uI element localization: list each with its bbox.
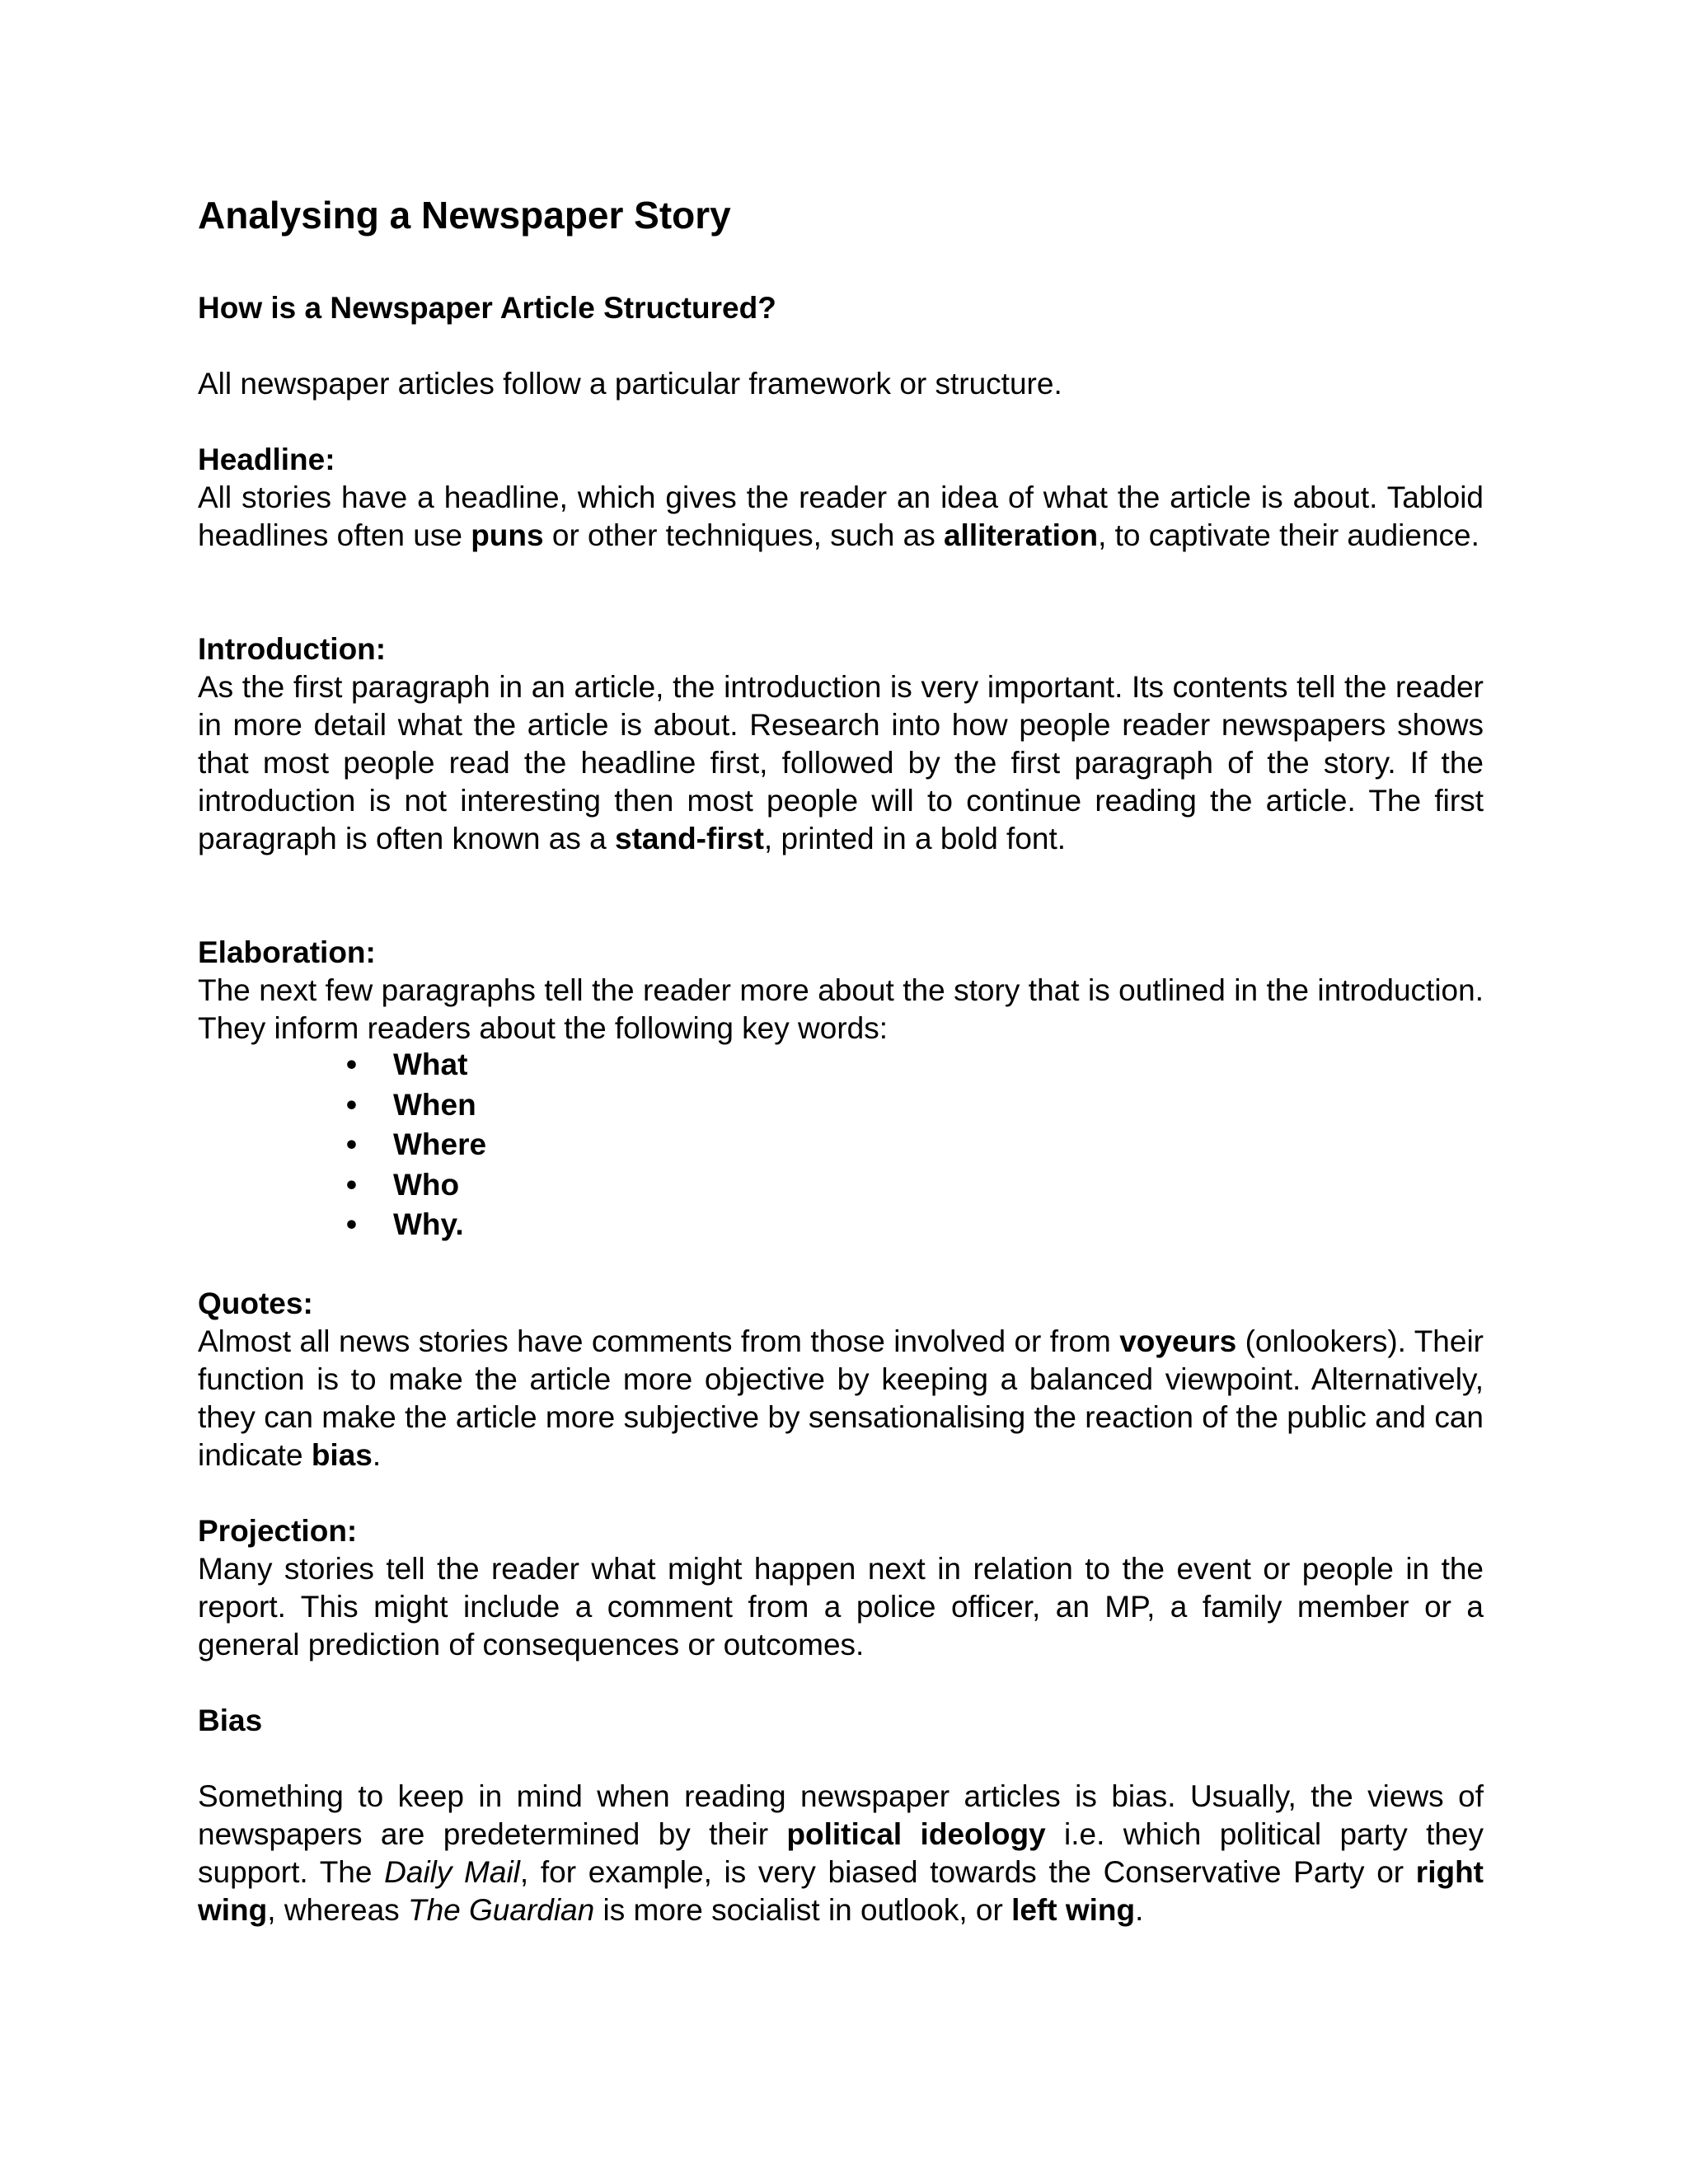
bias-text-6: . xyxy=(1135,1893,1144,1927)
key-words-list xyxy=(346,1045,486,1245)
bias-text-2: i.e. which political party they support. The xyxy=(198,1817,1484,1889)
list-item: • Who xyxy=(346,1165,486,1206)
quotes-text-2: (onlookers). Their function is to make the article more objective by keeping a balanced viewpoint. Alternatively, they can make the article more subjective by sensationalising the reaction of the public and can indicate xyxy=(198,1324,1484,1472)
quotes-term-bias: bias xyxy=(311,1438,373,1472)
headline-term-alliteration: alliteration xyxy=(943,518,1099,552)
quotes-heading: Quotes: xyxy=(198,1286,313,1320)
list-item: • What xyxy=(346,1045,486,1085)
list-item: • When xyxy=(346,1085,486,1126)
bias-term-left-wing: left wing xyxy=(1011,1893,1136,1927)
quotes-term-voyeurs: voyeurs xyxy=(1119,1324,1237,1358)
headline-heading: Headline: xyxy=(198,443,335,476)
introduction-text-2: , printed in a bold font. xyxy=(763,822,1067,855)
bias-term-right-wing: right wing xyxy=(198,1855,1484,1927)
bias-text-1: Something to keep in mind when reading newspaper articles is bias. Usually, the views of newspapers are predetermined by their xyxy=(198,1779,1484,1851)
elaboration-text: The next few paragraphs tell the reader more about the story that is outlined in the introduction. They inform readers about the following key words: xyxy=(198,973,1484,1045)
bias-text-3: , for example, is very biased towards the Conservative Party or xyxy=(519,1855,1416,1889)
list-item: • Why. xyxy=(346,1205,486,1245)
elaboration-section xyxy=(198,934,1484,1047)
quotes-section xyxy=(198,1285,1484,1474)
bias-text-4: , whereas xyxy=(267,1893,408,1927)
introduction-section xyxy=(198,630,1484,858)
list-item: • Where xyxy=(346,1125,486,1165)
bullet-icon: • xyxy=(346,1127,357,1161)
headline-text-1: All stories have a headline, which gives the reader an idea of what the article is about. Tabloid headlines often use xyxy=(198,480,1484,552)
section-subtitle: How is a Newspaper Article Structured? xyxy=(198,291,776,325)
headline-text-3: , to captivate their audience. xyxy=(1098,518,1479,552)
bias-section xyxy=(198,1778,1484,1929)
headline-text-2: or other techniques, such as xyxy=(543,518,944,552)
introduction-text-1: As the first paragraph in an article, the introduction is very important. Its contents tell the reader in more detail what the article is about. Research into how people reader newspapers shows that most people read the headline first, followed by the first paragraph of the story. If the introduction is not interesting then most people will to continue reading the article. The first paragraph is often known as a xyxy=(198,670,1484,855)
bias-term-political-ideology: political ideology xyxy=(786,1817,1046,1851)
bias-heading-block xyxy=(198,1702,1484,1740)
bias-text-5: is more socialist in outlook, or xyxy=(594,1893,1012,1927)
introduction-heading: Introduction: xyxy=(198,632,387,666)
bias-term-daily-mail: Daily Mail xyxy=(384,1855,520,1889)
quotes-text-3: . xyxy=(372,1438,382,1472)
projection-section xyxy=(198,1512,1484,1664)
headline-term-puns: puns xyxy=(471,518,544,552)
bias-term-the-guardian: The Guardian xyxy=(407,1893,595,1927)
quotes-text-1: Almost all news stories have comments from those involved or from xyxy=(198,1324,1120,1358)
intro-paragraph: All newspaper articles follow a particular framework or structure. xyxy=(198,367,1062,401)
projection-text: Many stories tell the reader what might happen next in relation to the event or people in the report. This might include a comment from a police officer, an MP, a family member or a general prediction of consequences or outcomes. xyxy=(198,1552,1484,1661)
bullet-icon: • xyxy=(346,1207,357,1241)
bullet-icon: • xyxy=(346,1047,357,1081)
elaboration-heading: Elaboration: xyxy=(198,935,376,969)
introduction-term-stand-first: stand-first xyxy=(615,822,764,855)
bias-heading: Bias xyxy=(198,1704,263,1737)
page-title: Analysing a Newspaper Story xyxy=(198,194,731,237)
headline-section xyxy=(198,441,1484,555)
projection-heading: Projection: xyxy=(198,1514,358,1548)
bullet-icon: • xyxy=(346,1167,357,1202)
bullet-icon: • xyxy=(346,1087,357,1122)
